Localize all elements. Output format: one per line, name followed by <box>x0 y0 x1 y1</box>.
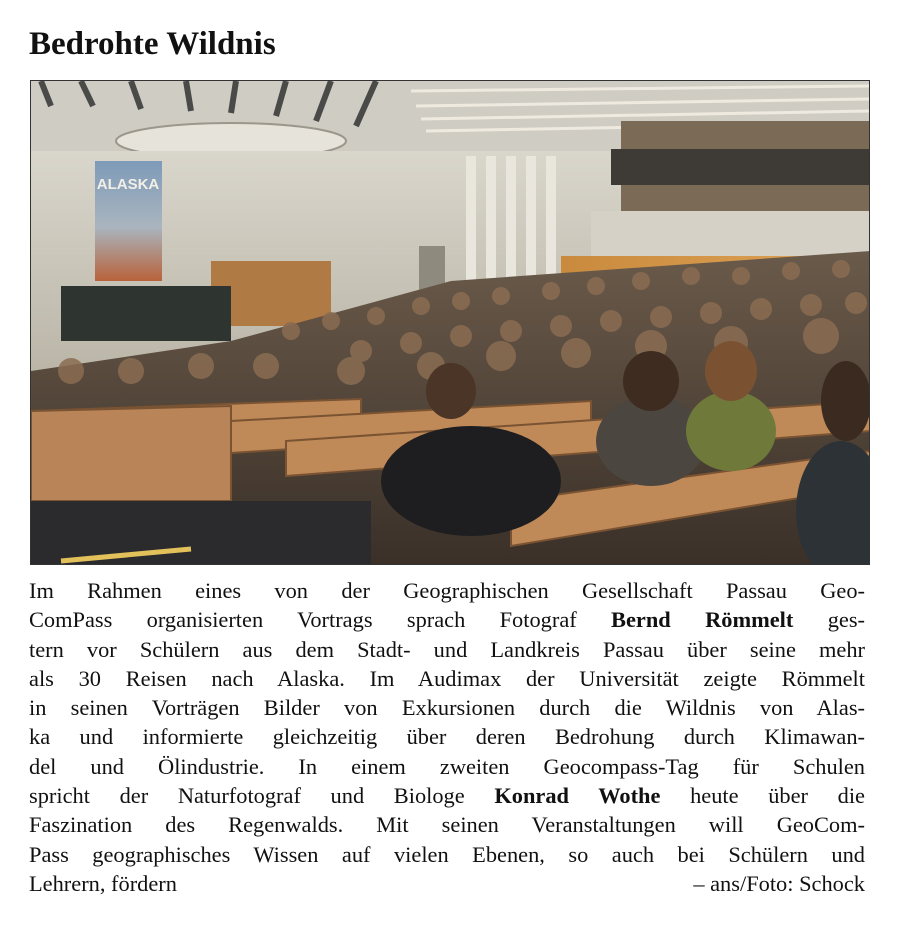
photographer-name: Bernd Römmelt <box>611 607 794 633</box>
caption-line: Pass geographisches Wissen auf vielen Ebenen, so auch bei Schülern und <box>29 841 865 867</box>
caption-line: Im Rahmen eines von der Geographischen Gesellschaft Passau Geo- <box>29 578 865 603</box>
headline: Bedrohte Wildnis <box>29 26 276 62</box>
screen-title: ALASKA <box>96 176 160 193</box>
caption-line: Faszination des Regenwalds. Mit seinen Veranstaltungen will GeoCom- <box>29 812 865 838</box>
caption-line: Lehrern, fördern – ans/Foto: Schock <box>29 869 865 898</box>
photo-credit: – ans/Foto: Schock <box>693 870 865 896</box>
lecture-hall-photo <box>30 80 870 565</box>
caption-line: als 30 Reisen nach Alaska. Im Audimax der Universität zeigte Römmelt <box>29 665 865 691</box>
caption-line: del und Ölindustrie. In einem zweiten Geocompass-Tag für Schulen <box>29 753 865 779</box>
caption-line: spricht der Naturfotograf und Biologe Konrad Wothe heute über die <box>29 783 865 809</box>
caption-line: ComPass organisierten Vortrags sprach Fotograf Bernd Römmelt ges- <box>29 607 865 633</box>
caption-line: ka und informierte gleichzeitig über deren Bedrohung durch Klimawan- <box>29 724 865 750</box>
caption-line: tern vor Schülern aus dem Stadt- und Landkreis Passau über seine mehr <box>29 636 865 662</box>
caption-line: in seinen Vorträgen Bilder von Exkursionen durch die Wildnis von Alas- <box>29 695 865 721</box>
photo-caption <box>29 576 865 898</box>
speaker-name: Konrad Wothe <box>494 783 661 809</box>
